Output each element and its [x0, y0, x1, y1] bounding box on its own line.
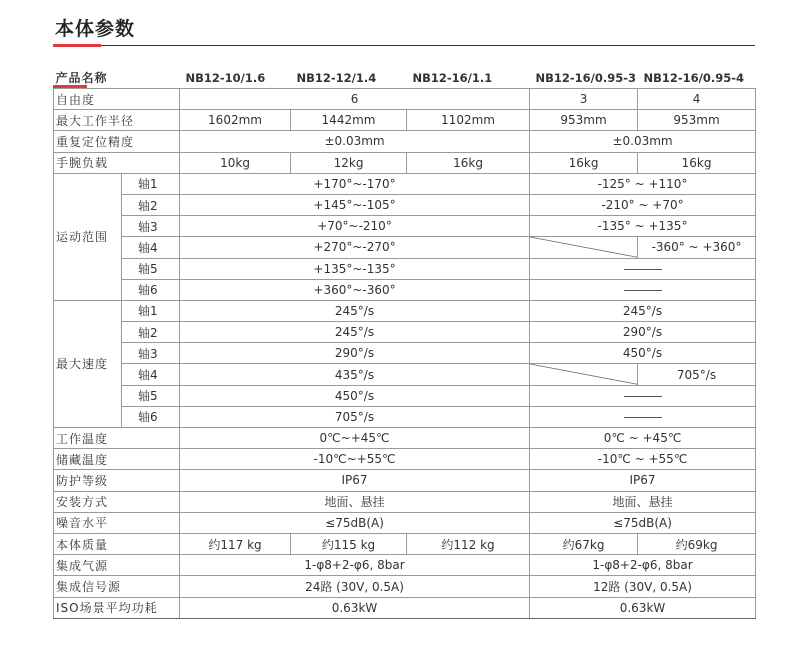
title-divider	[53, 45, 755, 46]
table-row	[54, 470, 756, 491]
cell-value: 12kg	[291, 152, 407, 173]
cell-value: -10℃ ~ +55℃	[530, 449, 756, 470]
cell-value: 0℃ ~ +45℃	[530, 428, 756, 449]
diagonal-slash	[530, 237, 637, 257]
cell-value: +170°~-170°	[180, 173, 530, 194]
cell-value: 0.63kW	[530, 597, 756, 618]
axis-label: 轴2	[122, 194, 180, 215]
axis-label: 轴1	[122, 173, 180, 194]
cell-value: 290°/s	[530, 322, 756, 343]
cell-value: +360°~-360°	[180, 279, 530, 300]
dash-mark	[624, 290, 662, 291]
cell-value: 953mm	[530, 110, 638, 131]
table-row	[54, 512, 756, 533]
cell-value: 3	[530, 89, 638, 110]
cell-value: -10℃~+55℃	[180, 449, 530, 470]
cell-value: 953mm	[638, 110, 756, 131]
cell-empty	[530, 385, 756, 406]
row-label-max-speed: 最大速度	[54, 300, 122, 427]
axis-label: 轴6	[122, 406, 180, 427]
axis-label: 轴4	[122, 364, 180, 385]
cell-value: IP67	[180, 470, 530, 491]
cell-value: 1602mm	[180, 110, 291, 131]
table-row	[54, 343, 756, 364]
table-row	[54, 173, 756, 194]
axis-label: 轴4	[122, 237, 180, 258]
cell-value: 435°/s	[180, 364, 530, 385]
cell-value: 约67kg	[530, 533, 638, 554]
cell-value: 1-φ8+2-φ6, 8bar	[530, 555, 756, 576]
cell-value: 地面、悬挂	[530, 491, 756, 512]
cell-value: ≤75dB(A)	[530, 512, 756, 533]
table-row	[54, 576, 756, 597]
row-label-motion-range: 运动范围	[54, 173, 122, 300]
row-label-noise: 噪音水平	[54, 512, 180, 533]
row-label-payload: 手腕负载	[54, 152, 180, 173]
cell-value: 16kg	[530, 152, 638, 173]
table-row	[54, 110, 756, 131]
cell-value: 0.63kW	[180, 597, 530, 618]
cell-value: 1442mm	[291, 110, 407, 131]
table-row	[54, 131, 756, 152]
table-row	[54, 216, 756, 237]
title-accent-bar	[53, 44, 101, 47]
row-label-repeatability: 重复定位精度	[54, 131, 180, 152]
cell-empty	[530, 279, 756, 300]
dash-mark	[624, 417, 662, 418]
cell-value: 245°/s	[180, 322, 530, 343]
cell-value: 245°/s	[180, 300, 530, 321]
row-label-storage-temp: 储藏温度	[54, 449, 180, 470]
table-row	[54, 491, 756, 512]
header-model-5: NB12-16/0.95-4	[638, 67, 756, 89]
cell-value: 245°/s	[530, 300, 756, 321]
table-row	[54, 533, 756, 554]
cell-value: 450°/s	[180, 385, 530, 406]
cell-value: 地面、悬挂	[180, 491, 530, 512]
table-row	[54, 322, 756, 343]
axis-label: 轴1	[122, 300, 180, 321]
cell-value: +145°~-105°	[180, 194, 530, 215]
spec-table	[53, 67, 756, 619]
cell-value: 24路 (30V, 0.5A)	[180, 576, 530, 597]
cell-value: -125° ~ +110°	[530, 173, 756, 194]
diagonal-slash-cell	[530, 237, 638, 258]
cell-value: 4	[638, 89, 756, 110]
cell-value: +270°~-270°	[180, 237, 530, 258]
cell-value: IP67	[530, 470, 756, 491]
table-row	[54, 406, 756, 427]
cell-value: -210° ~ +70°	[530, 194, 756, 215]
axis-label: 轴3	[122, 343, 180, 364]
table-row	[54, 428, 756, 449]
row-label-signal: 集成信号源	[54, 576, 180, 597]
cell-value: 约117 kg	[180, 533, 291, 554]
table-row	[54, 237, 756, 258]
page-title: 本体参数	[55, 18, 136, 40]
axis-label: 轴5	[122, 258, 180, 279]
cell-value: ±0.03mm	[530, 131, 756, 152]
table-row	[54, 279, 756, 300]
diagonal-slash-cell	[530, 364, 638, 385]
row-label-protection: 防护等级	[54, 470, 180, 491]
cell-value: 16kg	[638, 152, 756, 173]
product-name-accent-bar	[53, 85, 87, 88]
cell-value: -360° ~ +360°	[638, 237, 756, 258]
row-label-weight: 本体质量	[54, 533, 180, 554]
cell-value: +135°~-135°	[180, 258, 530, 279]
table-row	[54, 385, 756, 406]
table-header-row	[54, 67, 756, 89]
cell-value: 290°/s	[180, 343, 530, 364]
table-row	[54, 194, 756, 215]
axis-label: 轴3	[122, 216, 180, 237]
cell-value: 1102mm	[407, 110, 530, 131]
cell-value: 705°/s	[180, 406, 530, 427]
row-label-air: 集成气源	[54, 555, 180, 576]
header-product-name: 产品名称	[54, 67, 180, 89]
row-label-work-temp: 工作温度	[54, 428, 180, 449]
cell-value: -135° ~ +135°	[530, 216, 756, 237]
cell-value: ±0.03mm	[180, 131, 530, 152]
table-row	[54, 597, 756, 618]
cell-empty	[530, 258, 756, 279]
table-row	[54, 364, 756, 385]
header-model-4: NB12-16/0.95-3	[530, 67, 638, 89]
row-label-dof: 自由度	[54, 89, 180, 110]
dash-mark	[624, 396, 662, 397]
cell-value: 705°/s	[638, 364, 756, 385]
row-label-power: ISO场景平均功耗	[54, 597, 180, 618]
cell-value: 6	[180, 89, 530, 110]
table-row	[54, 300, 756, 321]
cell-value: 约69kg	[638, 533, 756, 554]
axis-label: 轴6	[122, 279, 180, 300]
row-label-max-radius: 最大工作半径	[54, 110, 180, 131]
header-model-3: NB12-16/1.1	[407, 67, 530, 89]
table-row	[54, 449, 756, 470]
cell-value: 450°/s	[530, 343, 756, 364]
cell-empty	[530, 406, 756, 427]
table-row	[54, 152, 756, 173]
table-row	[54, 555, 756, 576]
cell-value: 12路 (30V, 0.5A)	[530, 576, 756, 597]
header-model-2: NB12-12/1.4	[291, 67, 407, 89]
diagonal-slash	[530, 364, 637, 384]
header-model-1: NB12-10/1.6	[180, 67, 291, 89]
cell-value: 10kg	[180, 152, 291, 173]
cell-value: 约112 kg	[407, 533, 530, 554]
row-label-mounting: 安装方式	[54, 491, 180, 512]
cell-value: ≤75dB(A)	[180, 512, 530, 533]
dash-mark	[624, 269, 662, 270]
axis-label: 轴5	[122, 385, 180, 406]
cell-value: 约115 kg	[291, 533, 407, 554]
cell-value: 0℃~+45℃	[180, 428, 530, 449]
cell-value: 1-φ8+2-φ6, 8bar	[180, 555, 530, 576]
axis-label: 轴2	[122, 322, 180, 343]
table-row	[54, 258, 756, 279]
cell-value: +70°~-210°	[180, 216, 530, 237]
cell-value: 16kg	[407, 152, 530, 173]
table-row	[54, 89, 756, 110]
